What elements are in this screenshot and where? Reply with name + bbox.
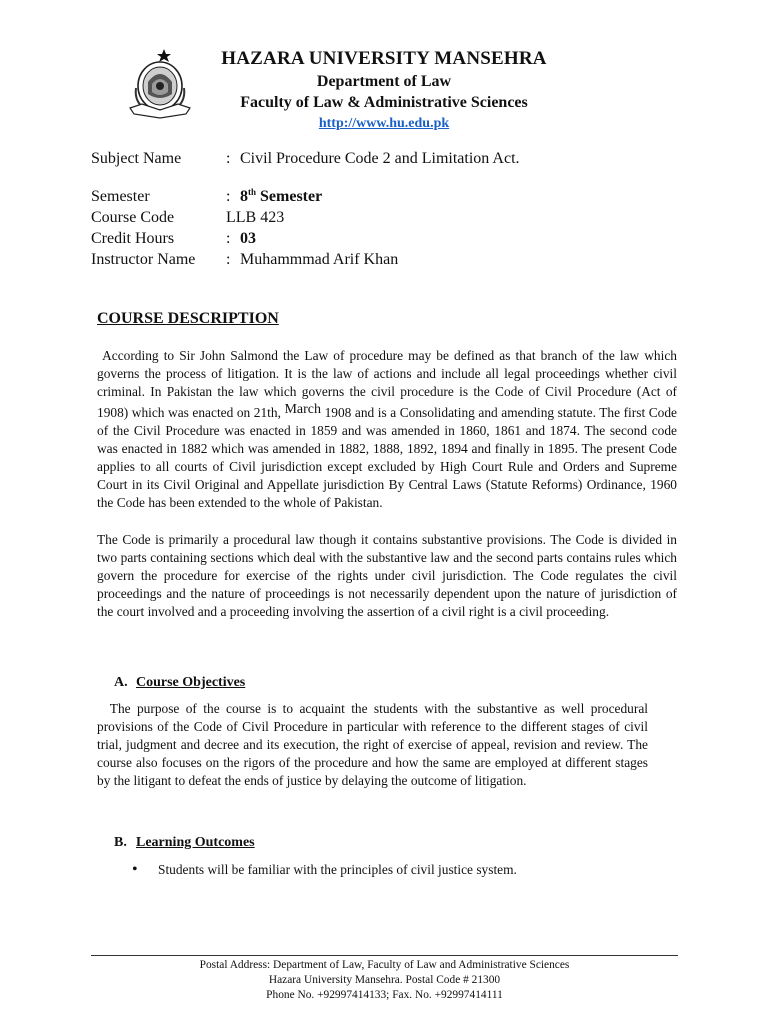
list-letter: B. [114, 835, 127, 850]
instructor-name-label: Instructor Name [91, 251, 196, 268]
separator: : [226, 230, 231, 247]
course-objectives-title: Course Objectives [136, 675, 246, 690]
postal-address-footer [91, 958, 678, 1003]
bullet-icon: • [132, 861, 138, 878]
credit-hours-row [91, 229, 256, 249]
course-description-paragraph-1 [97, 347, 677, 512]
separator: : [226, 251, 231, 268]
department-name: Department of Law [316, 73, 452, 90]
subject-name-value: Civil Procedure Code 2 and Limitation Act. [240, 150, 520, 167]
paragraph-text-raised: March [284, 402, 322, 417]
course-code-label: Course Code [91, 209, 175, 226]
course-description-heading: COURSE DESCRIPTION [97, 310, 279, 327]
learning-outcomes-title: Learning Outcomes [136, 835, 255, 850]
list-letter: A. [114, 675, 128, 690]
paragraph-text: According to Sir John Salmond the Law of procedure may be defined as that branch of the law which governs the process of litigation. It is the law of actions and include all legal proceedings whether civil criminal. In Pakistan the law which governs the civil procedure is the Code of Civil Procedure (Act of 1908) which was enacted on 21th, [97, 348, 677, 420]
credit-hours-label: Credit Hours [91, 230, 175, 247]
subject-name-row [91, 149, 520, 169]
course-description-paragraph-2: The Code is primarily a procedural law though it contains substantive provisions. The Code is divided in two parts containing sections which deal with the substantive law and the second parts contains rules which govern the procedure for exercise of the rights under civil jurisdiction. The Code regulates the civil proceedings and the nature of proceedings is not necessarily dependent upon the nature of jurisdiction of the court involved and a proceeding involving the assertion of a civil right is a civil proceeding. [97, 532, 677, 619]
instructor-name-row [91, 250, 398, 270]
learning-outcome-text: Students will be familiar with the principles of civil justice system. [158, 862, 517, 877]
credit-hours-value: 03 [240, 230, 256, 247]
course-code-row [91, 208, 284, 228]
list-item [132, 861, 517, 879]
semester-number: 8 [240, 188, 248, 205]
course-objectives-text [97, 700, 648, 790]
footer-divider [91, 955, 678, 956]
paragraph-text: The purpose of the course is to acquaint the students with the substantive as well procedural provisions of the Code of Civil Procedure in particular with reference to the different stages of civil trial, judgment and decree and its execution, the right of exercise of appeal, revision and review. The course also focuses on the rigors of the procedure and how the same are employed at different stages by the litigant to defeat the ends of justice by delaying the outcome of litigation. [97, 701, 648, 788]
university-website-link[interactable]: http://www.hu.edu.pk [318, 116, 450, 131]
semester-label: Semester [91, 188, 150, 205]
learning-outcomes-heading [114, 835, 255, 851]
instructor-name-value: Muhammmad Arif Khan [240, 251, 399, 268]
footer-line: Postal Address: Department of Law, Faculty of Law and Administrative Sciences [199, 959, 570, 971]
university-name: HAZARA UNIVERSITY MANSEHRA [221, 48, 547, 69]
semester-row [91, 187, 322, 207]
footer-line: Hazara University Mansehra. Postal Code # 21300 [268, 974, 501, 986]
separator: : [226, 150, 231, 167]
paragraph-text: 1908 and is a Consolidating and amending statute. The first Code of the Civil Procedure was enacted in 1859 and was amended in 1860, 1861 and 1874. The second code was enacted in 1882 which was amended in 1882, 1888, 1892, 1894 and finally in 1895. The present Code applies to all courts of Civil jurisdiction except excluded by High Court Rule and Orders and Supreme Court in its Civil Original and Appellate jurisdiction By Central Laws (Statute Reforms) Ordinance, 1960 the Code has been extended to the whole of Pakistan. [97, 405, 677, 510]
course-objectives-heading [114, 675, 245, 691]
semester-word: Semester [256, 188, 323, 205]
separator: : [226, 188, 231, 205]
subject-name-label: Subject Name [91, 150, 182, 167]
semester-ordinal: th [248, 187, 257, 197]
faculty-name: Faculty of Law & Administrative Sciences [240, 94, 528, 111]
semester-value [240, 188, 322, 205]
footer-line: Phone No. +92997414133; Fax. No. +92997414111 [266, 989, 503, 1001]
letterhead [180, 48, 588, 133]
course-code-value: LLB 423 [226, 209, 285, 226]
